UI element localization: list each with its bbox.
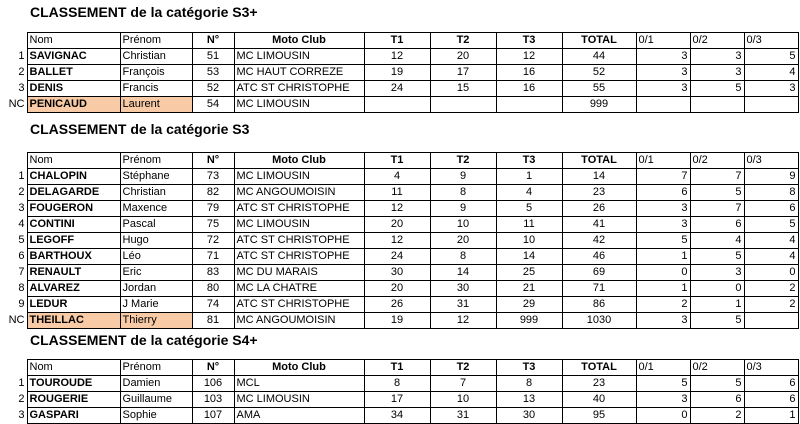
prenom-cell: Jordan — [120, 281, 192, 297]
t2-cell: 31 — [430, 297, 496, 313]
prenom-cell: Guillaume — [120, 392, 192, 408]
z1-cell: 0 — [636, 265, 690, 281]
t3-cell: 21 — [496, 281, 562, 297]
t2-cell: 30 — [430, 281, 496, 297]
table-row — [0, 233, 798, 249]
z1-cell: 1 — [636, 249, 690, 265]
t1-cell: 8 — [364, 376, 430, 392]
t2-cell: 12 — [430, 313, 496, 329]
total-cell: 1030 — [562, 313, 636, 329]
num-cell: 107 — [192, 408, 234, 424]
t3-cell: 16 — [496, 65, 562, 81]
t2-cell: 17 — [430, 65, 496, 81]
t1-cell: 24 — [364, 249, 430, 265]
total-cell: 23 — [562, 376, 636, 392]
club-cell: MC LIMOUSIN — [234, 217, 364, 233]
t2-cell: 31 — [430, 408, 496, 424]
t3-cell: 12 — [496, 49, 562, 65]
table-row — [0, 49, 798, 65]
t1-cell: 12 — [364, 49, 430, 65]
z1-cell: 5 — [636, 233, 690, 249]
z3-cell: 6 — [744, 392, 798, 408]
col-header-z3: 0/3 — [744, 153, 798, 169]
col-header-num: N° — [192, 153, 234, 169]
section-title: CLASSEMENT de la catégorie S3+ — [30, 4, 258, 20]
prenom-cell: Léo — [120, 249, 192, 265]
rank-cell: 1 — [18, 170, 25, 182]
num-cell: 81 — [192, 313, 234, 329]
z2-cell: 0 — [690, 281, 744, 297]
t2-cell: 9 — [430, 201, 496, 217]
col-header-z1: 0/1 — [636, 153, 690, 169]
z2-cell: 7 — [690, 169, 744, 185]
nom-cell: ROUGERIE — [27, 392, 120, 408]
z2-cell: 5 — [690, 81, 744, 97]
col-header-z2: 0/2 — [690, 360, 744, 376]
t1-cell: 20 — [364, 217, 430, 233]
nom-cell: LEGOFF — [27, 233, 120, 249]
num-cell: 54 — [192, 97, 234, 113]
z2-cell: 2 — [690, 408, 744, 424]
z1-cell: 3 — [636, 81, 690, 97]
col-header-z1: 0/1 — [636, 360, 690, 376]
col-header-t1: T1 — [364, 33, 430, 49]
num-cell: 71 — [192, 249, 234, 265]
z3-cell: 8 — [744, 185, 798, 201]
z1-cell: 3 — [636, 201, 690, 217]
z2-cell: 3 — [690, 49, 744, 65]
section-title: CLASSEMENT de la catégorie S4+ — [30, 332, 258, 348]
prenom-cell: Francis — [120, 81, 192, 97]
prenom-cell: Sophie — [120, 408, 192, 424]
results-table — [0, 32, 799, 113]
col-header-t3: T3 — [496, 153, 562, 169]
col-header-z2: 0/2 — [690, 153, 744, 169]
table-header-row — [0, 360, 798, 376]
num-cell: 106 — [192, 376, 234, 392]
rank-cell: 9 — [18, 298, 25, 310]
nom-cell: LEDUR — [27, 297, 120, 313]
num-cell: 73 — [192, 169, 234, 185]
z2-cell: 6 — [690, 217, 744, 233]
z3-cell — [744, 97, 798, 113]
col-header-z3: 0/3 — [744, 360, 798, 376]
col-header-t3: T3 — [496, 33, 562, 49]
table-row — [0, 65, 798, 81]
t3-cell: 30 — [496, 408, 562, 424]
num-cell: 52 — [192, 81, 234, 97]
t2-cell: 10 — [430, 217, 496, 233]
prenom-cell: J Marie — [120, 297, 192, 313]
num-cell: 75 — [192, 217, 234, 233]
num-cell: 51 — [192, 49, 234, 65]
t1-cell: 19 — [364, 313, 430, 329]
rank-cell: 2 — [18, 393, 25, 405]
t3-cell — [496, 97, 562, 113]
col-header-z3: 0/3 — [744, 33, 798, 49]
t3-cell: 14 — [496, 249, 562, 265]
section-title: CLASSEMENT de la catégorie S3 — [30, 121, 250, 137]
table-row — [0, 281, 798, 297]
rank-cell: 1 — [18, 377, 25, 389]
table-row — [0, 217, 798, 233]
col-header-prenom: Prénom — [120, 33, 192, 49]
z1-cell: 3 — [636, 313, 690, 329]
z3-cell: 4 — [744, 249, 798, 265]
t1-cell: 30 — [364, 265, 430, 281]
z2-cell: 1 — [690, 297, 744, 313]
club-cell: MC LIMOUSIN — [234, 392, 364, 408]
nom-cell: BARTHOUX — [27, 249, 120, 265]
nom-cell: PENICAUD — [27, 97, 120, 113]
total-cell: 41 — [562, 217, 636, 233]
t1-cell: 12 — [364, 233, 430, 249]
club-cell: MC DU MARAIS — [234, 265, 364, 281]
club-cell: MC HAUT CORREZE — [234, 65, 364, 81]
table-row — [0, 376, 798, 392]
prenom-cell: Thierry — [120, 313, 192, 329]
num-cell: 72 — [192, 233, 234, 249]
prenom-cell: Christian — [120, 49, 192, 65]
z2-cell: 3 — [690, 65, 744, 81]
col-header-total: TOTAL — [562, 33, 636, 49]
col-header-total: TOTAL — [562, 153, 636, 169]
t2-cell: 20 — [430, 233, 496, 249]
rank-cell: 3 — [18, 82, 25, 94]
club-cell: ATC ST CHRISTOPHE — [234, 249, 364, 265]
t2-cell: 7 — [430, 376, 496, 392]
t2-cell: 10 — [430, 392, 496, 408]
t1-cell — [364, 97, 430, 113]
table-row — [0, 392, 798, 408]
rank-cell: 6 — [18, 250, 25, 262]
nom-cell: TOUROUDE — [27, 376, 120, 392]
club-cell: MC LA CHATRE — [234, 281, 364, 297]
col-header-t1: T1 — [364, 360, 430, 376]
z3-cell: 3 — [744, 81, 798, 97]
prenom-cell: Stéphane — [120, 169, 192, 185]
club-cell: MC ANGOUMOISIN — [234, 313, 364, 329]
nom-cell: RENAULT — [27, 265, 120, 281]
rank-cell: 3 — [18, 409, 25, 421]
t1-cell: 20 — [364, 281, 430, 297]
num-cell: 103 — [192, 392, 234, 408]
z2-cell: 6 — [690, 392, 744, 408]
z2-cell: 5 — [690, 376, 744, 392]
z1-cell: 3 — [636, 49, 690, 65]
t2-cell: 20 — [430, 49, 496, 65]
total-cell: 86 — [562, 297, 636, 313]
prenom-cell: Christian — [120, 185, 192, 201]
t2-cell: 8 — [430, 249, 496, 265]
total-cell: 42 — [562, 233, 636, 249]
club-cell: ATC ST CHRISTOPHE — [234, 297, 364, 313]
col-header-nom: Nom — [27, 33, 120, 49]
num-cell: 80 — [192, 281, 234, 297]
z3-cell — [744, 313, 798, 329]
z3-cell: 6 — [744, 376, 798, 392]
t3-cell: 1 — [496, 169, 562, 185]
z1-cell: 7 — [636, 169, 690, 185]
nom-cell: SAVIGNAC — [27, 49, 120, 65]
rank-cell: 5 — [18, 234, 25, 246]
t2-cell: 9 — [430, 169, 496, 185]
t2-cell: 14 — [430, 265, 496, 281]
prenom-cell: Hugo — [120, 233, 192, 249]
num-cell: 79 — [192, 201, 234, 217]
num-cell: 83 — [192, 265, 234, 281]
total-cell: 40 — [562, 392, 636, 408]
total-cell: 26 — [562, 201, 636, 217]
z1-cell — [636, 97, 690, 113]
z2-cell: 5 — [690, 313, 744, 329]
rank-cell: 1 — [18, 50, 25, 62]
t3-cell: 13 — [496, 392, 562, 408]
nom-cell: DENIS — [27, 81, 120, 97]
total-cell: 52 — [562, 65, 636, 81]
results-table — [0, 152, 799, 329]
t3-cell: 8 — [496, 376, 562, 392]
z3-cell: 2 — [744, 297, 798, 313]
table-row — [0, 97, 798, 113]
table-row — [0, 81, 798, 97]
nom-cell: CONTINI — [27, 217, 120, 233]
z1-cell: 5 — [636, 376, 690, 392]
rank-cell: 2 — [18, 186, 25, 198]
total-cell: 71 — [562, 281, 636, 297]
prenom-cell: Maxence — [120, 201, 192, 217]
nom-cell: FOUGERON — [27, 201, 120, 217]
club-cell: ATC ST CHRISTOPHE — [234, 233, 364, 249]
z3-cell: 2 — [744, 281, 798, 297]
col-header-total: TOTAL — [562, 360, 636, 376]
z2-cell: 7 — [690, 201, 744, 217]
z1-cell: 3 — [636, 392, 690, 408]
z1-cell: 3 — [636, 65, 690, 81]
t2-cell: 15 — [430, 81, 496, 97]
total-cell: 46 — [562, 249, 636, 265]
z1-cell: 2 — [636, 297, 690, 313]
t3-cell: 999 — [496, 313, 562, 329]
rank-cell: 8 — [18, 282, 25, 294]
club-cell: MC ANGOUMOISIN — [234, 185, 364, 201]
table-row — [0, 408, 798, 424]
col-header-t2: T2 — [430, 360, 496, 376]
t3-cell: 25 — [496, 265, 562, 281]
prenom-cell: Pascal — [120, 217, 192, 233]
table-row — [0, 201, 798, 217]
t1-cell: 11 — [364, 185, 430, 201]
t1-cell: 12 — [364, 201, 430, 217]
club-cell: MC LIMOUSIN — [234, 169, 364, 185]
z3-cell: 4 — [744, 233, 798, 249]
z2-cell — [690, 97, 744, 113]
t1-cell: 34 — [364, 408, 430, 424]
col-header-prenom: Prénom — [120, 153, 192, 169]
z2-cell: 3 — [690, 265, 744, 281]
total-cell: 14 — [562, 169, 636, 185]
club-cell: MC LIMOUSIN — [234, 97, 364, 113]
col-header-prenom: Prénom — [120, 360, 192, 376]
z1-cell: 6 — [636, 185, 690, 201]
rank-cell: 7 — [18, 266, 25, 278]
nom-cell: ALVAREZ — [27, 281, 120, 297]
t2-cell: 8 — [430, 185, 496, 201]
total-cell: 95 — [562, 408, 636, 424]
total-cell: 44 — [562, 49, 636, 65]
z2-cell: 5 — [690, 249, 744, 265]
t3-cell: 16 — [496, 81, 562, 97]
z2-cell: 5 — [690, 185, 744, 201]
col-header-t1: T1 — [364, 153, 430, 169]
col-header-nom: Nom — [27, 360, 120, 376]
col-header-z2: 0/2 — [690, 33, 744, 49]
prenom-cell: Laurent — [120, 97, 192, 113]
total-cell: 999 — [562, 97, 636, 113]
nom-cell: GASPARI — [27, 408, 120, 424]
col-header-num: N° — [192, 360, 234, 376]
col-header-z1: 0/1 — [636, 33, 690, 49]
z3-cell: 4 — [744, 65, 798, 81]
t1-cell: 24 — [364, 81, 430, 97]
prenom-cell: François — [120, 65, 192, 81]
t1-cell: 19 — [364, 65, 430, 81]
t1-cell: 4 — [364, 169, 430, 185]
rank-cell: 3 — [18, 202, 25, 214]
col-header-club: Moto Club — [234, 153, 364, 169]
table-header-row — [0, 153, 798, 169]
table-row — [0, 265, 798, 281]
t1-cell: 17 — [364, 392, 430, 408]
table-row — [0, 185, 798, 201]
z3-cell: 6 — [744, 201, 798, 217]
nom-cell: THEILLAC — [27, 313, 120, 329]
rank-cell: NC — [8, 98, 25, 110]
prenom-cell: Damien — [120, 376, 192, 392]
t3-cell: 29 — [496, 297, 562, 313]
num-cell: 74 — [192, 297, 234, 313]
club-cell: AMA — [234, 408, 364, 424]
club-cell: MC LIMOUSIN — [234, 49, 364, 65]
col-header-nom: Nom — [27, 153, 120, 169]
col-header-t2: T2 — [430, 153, 496, 169]
col-header-num: N° — [192, 33, 234, 49]
t1-cell: 26 — [364, 297, 430, 313]
nom-cell: DELAGARDE — [27, 185, 120, 201]
z1-cell: 1 — [636, 281, 690, 297]
z3-cell: 5 — [744, 217, 798, 233]
table-row — [0, 297, 798, 313]
club-cell: ATC ST CHRISTOPHE — [234, 81, 364, 97]
num-cell: 82 — [192, 185, 234, 201]
rank-cell: 4 — [18, 218, 25, 230]
num-cell: 53 — [192, 65, 234, 81]
col-header-club: Moto Club — [234, 33, 364, 49]
col-header-t3: T3 — [496, 360, 562, 376]
z3-cell: 9 — [744, 169, 798, 185]
z1-cell: 3 — [636, 217, 690, 233]
table-row — [0, 169, 798, 185]
t3-cell: 10 — [496, 233, 562, 249]
nom-cell: BALLET — [27, 65, 120, 81]
results-table — [0, 359, 799, 424]
z3-cell: 1 — [744, 408, 798, 424]
t3-cell: 11 — [496, 217, 562, 233]
club-cell: ATC ST CHRISTOPHE — [234, 201, 364, 217]
nom-cell: CHALOPIN — [27, 169, 120, 185]
total-cell: 69 — [562, 265, 636, 281]
table-row — [0, 313, 798, 329]
rank-cell: NC — [8, 314, 25, 326]
rank-cell: 2 — [18, 66, 25, 78]
table-header-row — [0, 33, 798, 49]
z1-cell: 0 — [636, 408, 690, 424]
t3-cell: 5 — [496, 201, 562, 217]
col-header-t2: T2 — [430, 33, 496, 49]
z3-cell: 0 — [744, 265, 798, 281]
z3-cell: 5 — [744, 49, 798, 65]
total-cell: 55 — [562, 81, 636, 97]
t2-cell — [430, 97, 496, 113]
table-row — [0, 249, 798, 265]
col-header-club: Moto Club — [234, 360, 364, 376]
club-cell: MCL — [234, 376, 364, 392]
prenom-cell: Eric — [120, 265, 192, 281]
t3-cell: 4 — [496, 185, 562, 201]
z2-cell: 4 — [690, 233, 744, 249]
total-cell: 23 — [562, 185, 636, 201]
